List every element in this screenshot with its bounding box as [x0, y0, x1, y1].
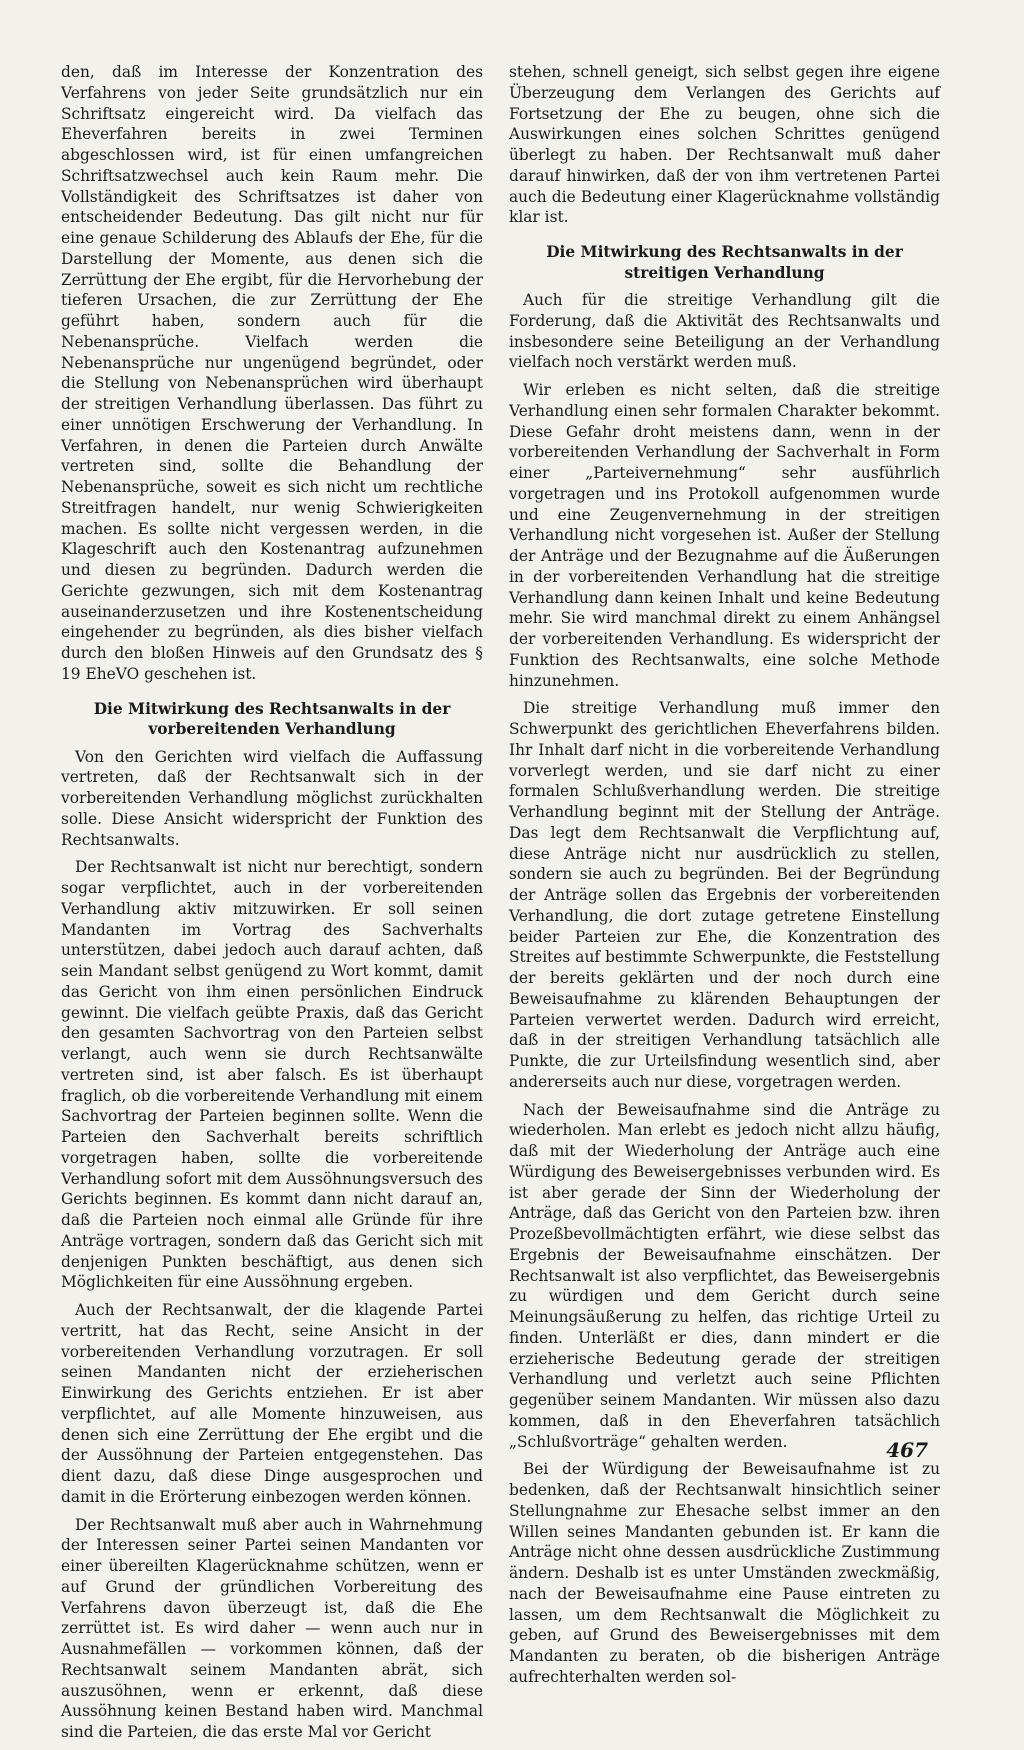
- paragraph: stehen, schnell geneigt, sich selbst gegen ihre eigene Überzeugung dem Verlangen des Gerichts auf Fortsetzung der Ehe zu beugen, ohne sich die Auswirkungen eines solchen Schrittes genügend überlegt zu haben. Der Rechtsanwalt muß daher darauf hinwirken, daß der von ihm vertretenen Partei auch die Bedeutung einer Klagerücknahme vollständig klar ist.: [509, 63, 940, 227]
- paragraph: Bei der Würdigung der Beweisaufnahme ist zu bedenken, daß der Rechtsanwalt hinsichtlich seiner Stellungnahme zur Ehesache selbst immer an den Willen seines Mandanten gebunden ist. Er kann die Anträge nicht ohne dessen ausdrückliche Zustimmung ändern. Deshalb ist es unter Umständen zweckmäßig, nach der Beweisaufnahme eine Pause eintreten zu lassen, um dem Rechtsanwalt die Möglichkeit zu geben, auf Grund des Beweisergebnisses mit dem Mandanten zu beraten, ob die bisherigen Anträge aufrechterhalten werden sol-: [509, 1460, 940, 1686]
- paragraph: Der Rechtsanwalt muß aber auch in Wahrnehmung der Interessen seiner Partei seinen Mandanten vor einer übereilten Klagerücknahme schützen, wenn er auf Grund der gründlichen Vorbereitung des Verfahrens davon überzeugt ist, daß die Ehe zerrüttet ist. Es wird daher — wenn auch nur in Ausnahmefällen — vorkommen können, daß der Rechtsanwalt seinem Mandanten abrät, sich auszusöhnen, wenn er erkennt, daß diese Aussöhnung keinen Bestand haben wird. Manchmal sind die Parteien, die das erste Mal vor Gericht: [61, 1515, 483, 1741]
- right-column: [509, 62, 940, 1695]
- section-heading: Die Mitwirkung des Rechtsanwalts in der streitigen Verhandlung: [546, 243, 903, 282]
- left-column: [61, 62, 483, 1750]
- paragraph: Von den Gerichten wird vielfach die Auffassung vertreten, daß der Rechtsanwalt sich in der vorbereitenden Verhandlung möglichst zurückhalten solle. Diese Ansicht widerspricht der Funktion des Rechtsanwalts.: [61, 747, 483, 849]
- paragraph: Der Rechtsanwalt ist nicht nur berechtigt, sondern sogar verpflichtet, auch in der vorbereitenden Verhandlung aktiv mitzuwirken. Er soll seinen Mandanten im Vortrag des Sachverhalts unterstützen, dabei jedoch auch darauf achten, daß sein Mandant selbst genügend zu Wort kommt, damit das Gericht von ihm einen persönlichen Eindruck gewinnt. Die vielfach geübte Praxis, daß das Gericht den gesamten Sachvortrag von den Parteien selbst verlangt, auch wenn sie durch Rechtsanwälte vertreten sind, ist aber falsch. Es ist überhaupt fraglich, ob die vorbereitende Verhandlung mit einem Sachvortrag der Parteien beginnen sollte. Wenn die Parteien den Sachverhalt bereits schriftlich vorgetragen haben, sollte die vorbereitende Verhandlung sofort mit dem Aussöhnungsversuch des Gerichts beginnen. Es kommt dann nicht darauf an, daß die Parteien noch einmal alle Gründe für ihre Anträge vortragen, sondern daß das Gericht sich mit denjenigen Punkten beschäftigt, aus denen sich Möglichkeiten für eine Aussöhnung ergeben.: [61, 858, 483, 1292]
- paragraph: Auch der Rechtsanwalt, der die klagende Partei vertritt, hat das Recht, seine Ansicht in der vorbereitenden Verhandlung vorzutragen. Er soll seinen Mandanten nicht der erzieherischen Einwirkung des Gerichts entziehen. Er ist aber verpflichtet, auf alle Momente hinzuweisen, aus denen sich eine Zerrüttung der Ehe ergibt und die der Aussöhnung der Parteien entgegenstehen. Das dient dazu, daß diese Dinge ausgesprochen und damit in die Erörterung einbezogen werden können.: [61, 1301, 483, 1506]
- paragraph: den, daß im Interesse der Konzentration des Verfahrens von jeder Seite grundsätzlich nur ein Schriftsatz eingereicht wird. Da vielfach das Eheverfahren bereits in zwei Terminen abgeschlossen wird, ist für einen umfangreichen Schriftsatzwechsel auch kein Raum mehr. Die Vollständigkeit des Schriftsatzes ist daher von entscheidender Bedeutung. Das gilt nicht nur für eine genaue Schilderung des Ablaufs der Ehe, für die Darstellung der Momente, aus denen sich die Zerrüttung der Ehe ergibt, für die Hervorhebung der tieferen Ursachen, die zur Zerrüttung der Ehe geführt haben, sondern auch für die Nebenansprüche. Vielfach werden die Nebenansprüche nur ungenügend begründet, oder die Stellung von Nebenansprüchen wird überhaupt der streitigen Verhandlung überlassen. Das führt zu einer unnötigen Erschwerung der Verhandlung. In Verfahren, in denen die Parteien durch Anwälte vertreten sind, sollte die Behandlung der Nebenansprüche, soweit es sich nicht um rechtliche Streitfragen handelt, nur wenig Schwierigkeiten machen. Es sollte nicht vergessen werden, in die Klageschrift auch den Kostenantrag aufzunehmen und diesen zu begründen. Dadurch werden die Gerichte gezwungen, sich mit dem Kostenantrag auseinanderzusetzen und ihre Kostenentscheidung eingehender zu begründen, als dies bisher vielfach durch den bloßen Hinweis auf den Grundsatz des § 19 EheVO geschehen ist.: [61, 63, 483, 683]
- paragraph: Wir erleben es nicht selten, daß die streitige Verhandlung einen sehr formalen Charakter bekommt. Diese Gefahr droht meistens dann, wenn in der vorbereitenden Verhandlung der Sachverhalt in Form einer „Parteivernehmung“ sehr ausführlich vorgetragen und ins Protokoll aufgenommen wurde und eine Zeugenvernehmung in der streitigen Verhandlung nicht vorgesehen ist. Außer der Stellung der Anträge und der Bezugnahme auf die Äußerungen in der vorbereitenden Verhandlung hat die streitige Verhandlung dann keinen Inhalt und keine Bedeutung mehr. Sie wird manchmal direkt zu einem Anhängsel der vorbereitenden Verhandlung. Es widerspricht der Funktion des Rechtsanwalts, eine solche Methode hinzunehmen.: [509, 381, 940, 690]
- section-heading: Die Mitwirkung des Rechtsanwalts in der vorbereitenden Verhandlung: [93, 699, 451, 738]
- paragraph: Nach der Beweisaufnahme sind die Anträge zu wiederholen. Man erlebt es jedoch nicht allzu häufig, daß mit der Wiederholung der Anträge auch eine Würdigung des Beweisergebnisses verbunden wird. Es ist aber gerade der Sinn der Wiederholung der Anträge, daß das Gericht von den Parteien bzw. ihren Prozeßbevollmächtigten erfährt, wie diese selbst das Ergebnis der Beweisaufnahme einschätzen. Der Rechtsanwalt ist also verpflichtet, das Beweisergebnis zu würdigen und dem Gericht durch seine Meinungsäußerung zu helfen, das richtige Urteil zu finden. Unterläßt er dies, dann mindert er die erzieherische Bedeutung gerade der streitigen Verhandlung und verletzt auch seine Pflichten gegenüber seinem Mandanten. Wir müssen also dazu kommen, daß in den Eheverfahren tatsächlich „Schlußvorträge“ gehalten werden.: [509, 1100, 940, 1451]
- paragraph: Auch für die streitige Verhandlung gilt die Forderung, daß die Aktivität des Rechtsanwalts und insbesondere seine Beteiligung an der Verhandlung vielfach noch verstärkt werden muß.: [509, 291, 940, 372]
- paragraph: Die streitige Verhandlung muß immer den Schwerpunkt des gerichtlichen Eheverfahrens bilden. Ihr Inhalt darf nicht in die vorbereitende Verhandlung vorverlegt werden, und sie darf nicht zu einer formalen Schlußverhandlung werden. Die streitige Verhandlung beginnt mit der Stellung der Anträge. Das legt dem Rechtsanwalt die Verpflichtung auf, diese Anträge nicht nur ausdrücklich zu stellen, sondern sie auch zu begründen. Bei der Begründung der Anträge sollen das Ergebnis der vorbereitenden Verhandlung, die dort zutage getretene Einstellung beider Parteien zur Ehe, die Konzentration des Streites auf bestimmte Schwerpunkte, die Feststellung der bereits geklärten und der noch durch eine Beweisaufnahme zu klärenden Behauptungen der Parteien verwertet werden. Dadurch wird erreicht, daß in der streitigen Verhandlung tatsächlich alle Punkte, die zur Urteilsfindung wesentlich sind, aber andererseits auch nur diese, vorgetragen werden.: [509, 699, 940, 1091]
- page-number: 467: [886, 1438, 928, 1462]
